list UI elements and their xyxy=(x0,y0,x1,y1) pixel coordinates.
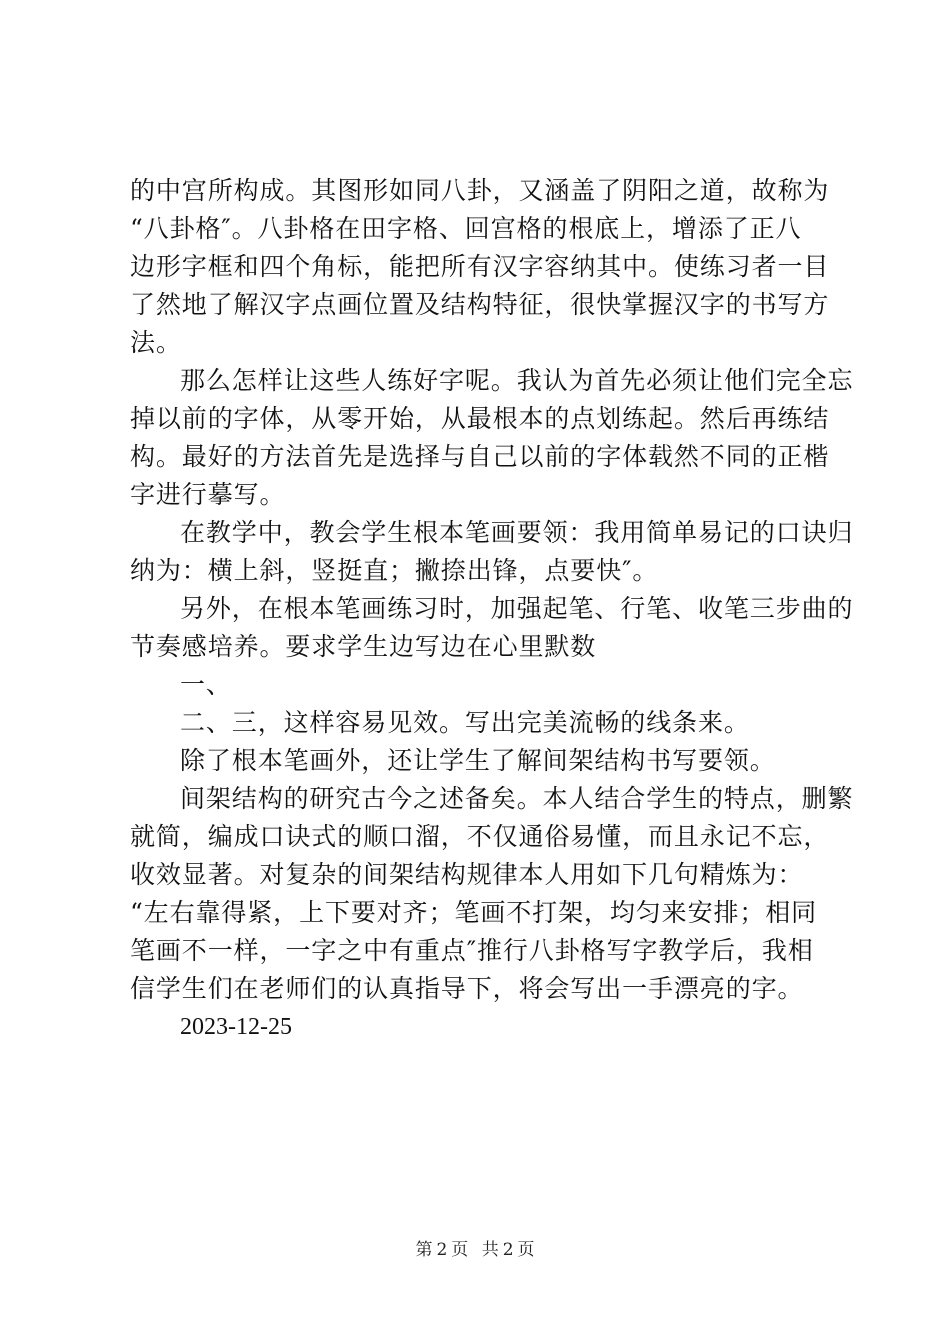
text-line: 掉以前的字体，从零开始，从最根本的点划练起。然后再练结 xyxy=(130,404,830,433)
paragraph-start: 另外，在根本笔画练习时，加强起笔、行笔、收笔三步曲的 xyxy=(180,594,854,623)
text-line: 法。 xyxy=(130,328,182,357)
total-indicator xyxy=(480,1240,537,1260)
document-date: 2023-12-25 xyxy=(180,1014,292,1040)
text-line: 信学生们在老师们的认真指导下，将会写出一手漂亮的字。 xyxy=(130,974,804,1003)
page-indicator xyxy=(413,1240,470,1260)
text-line: 字进行摹写。 xyxy=(130,480,286,509)
text-line: 就简，编成口诀式的顺口溜，不仅通俗易懂，而且永记不忘， xyxy=(130,822,830,851)
page-number: 2 xyxy=(436,1240,448,1260)
text-line: 边形字框和四个角标，能把所有汉字容纳其中。使练习者一目 xyxy=(130,252,830,281)
page-unit: 页 xyxy=(451,1240,469,1260)
total-label: 共 xyxy=(481,1240,499,1260)
text-line: 笔画不一样，一字之中有重点″推行八卦格写字教学后，我相 xyxy=(130,936,814,965)
text-line: 了然地了解汉字点画位置及结构特征，很快掌握汉字的书写方 xyxy=(130,290,830,319)
text-line: 的中宫所构成。其图形如同八卦，又涵盖了阴阳之道，故称为 xyxy=(130,176,830,205)
text-line: “八卦格″。八卦格在田字格、回宫格的根底上，增添了正八 xyxy=(130,214,802,243)
page-label: 第 xyxy=(415,1240,433,1260)
total-pages: 2 xyxy=(502,1240,514,1260)
paragraph-start: 二、三，这样容易见效。写出完美流畅的线条来。 xyxy=(180,708,750,737)
page-footer xyxy=(0,1238,950,1262)
text-line: 构。最好的方法首先是选择与自己以前的字体载然不同的正楷 xyxy=(130,442,830,471)
body-text xyxy=(130,172,854,1046)
paragraph-start: 除了根本笔画外，还让学生了解间架结构书写要领。 xyxy=(180,746,776,775)
text-line: 节奏感培养。要求学生边写边在心里默数 xyxy=(130,632,597,661)
paragraph-start: 在教学中，教会学生根本笔画要领：我用简单易记的口诀归 xyxy=(180,518,854,547)
text-line: 纳为：横上斜，竖挺直；撇捺出锋，点要快″。 xyxy=(130,556,659,585)
paragraph-start: 一、 xyxy=(180,670,232,699)
text-line: 收效显著。对复杂的间架结构规律本人用如下几句精炼为： xyxy=(130,860,804,889)
total-unit: 页 xyxy=(517,1240,535,1260)
paragraph-start: 间架结构的研究古今之述备矣。本人结合学生的特点，删繁 xyxy=(180,784,854,813)
text-line: “左右靠得紧，上下要对齐；笔画不打架，均匀来安排；相同 xyxy=(130,898,818,927)
paragraph-start: 那么怎样让这些人练好字呢。我认为首先必须让他们完全忘 xyxy=(180,366,854,395)
